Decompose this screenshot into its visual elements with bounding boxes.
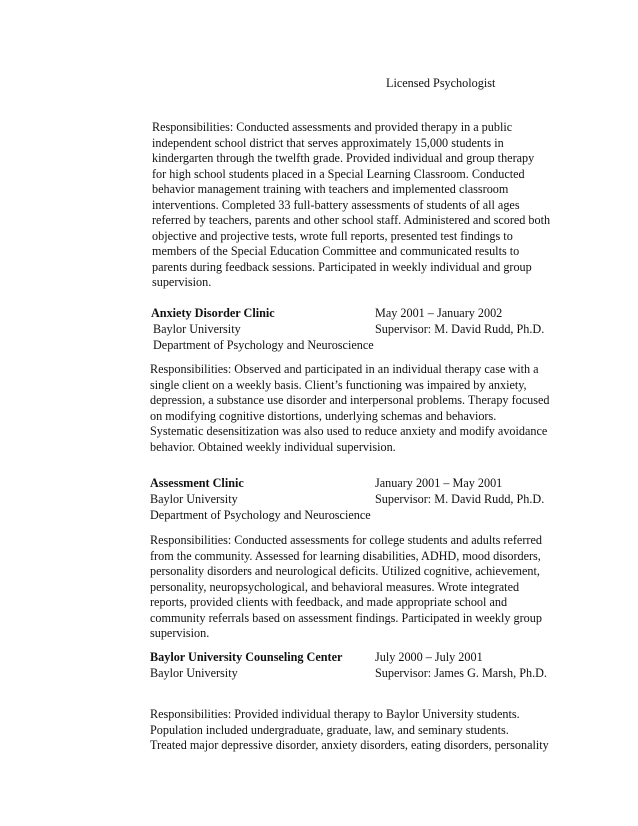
paragraph-line: Population included undergraduate, graduate, law, and seminary students.	[150, 722, 509, 737]
paragraph-line: personality, neuropsychological, and behavioral measures. Wrote integrated	[150, 579, 520, 594]
paragraph-line: Responsibilities: Provided individual therapy to Baylor University students.	[150, 707, 520, 721]
paragraph-line: supervision.	[150, 626, 210, 640]
paragraph-line: reports, provided clients with feedback, and made appropriate school and	[150, 595, 508, 609]
entry-supervisor: Supervisor: James G. Marsh, Ph.D.	[375, 666, 547, 680]
paragraph-line: community referrals based on assessment findings. Participated in weekly group	[150, 610, 542, 625]
entry-name: Baylor University Counseling Center	[150, 650, 343, 664]
paragraph-line: on modifying cognitive distortions, underlying schemas and behaviors.	[150, 408, 497, 423]
paragraph-line: interventions. Completed 33 full-battery assessments of students of all ages	[152, 197, 520, 212]
paragraph-line: Systematic desensitization was also used to reduce anxiety and modify avoidance	[150, 424, 548, 438]
paragraph-line: objective and projective tests, wrote full reports, presented test findings to	[152, 228, 513, 243]
entry-supervisor: Supervisor: M. David Rudd, Ph.D.	[375, 492, 545, 506]
entry-institution: Baylor University	[150, 492, 238, 506]
paragraph-line: referred by teachers, parents and other school staff. Administered and scored both	[152, 213, 551, 227]
paragraph-line: single client on a weekly basis. Client’s functioning was impaired by anxiety,	[150, 377, 527, 392]
entry-institution: Baylor University	[153, 322, 241, 336]
entry-responsibilities	[150, 707, 549, 754]
paragraph-line: from the community. Assessed for learning disabilities, ADHD, mood disorders,	[150, 548, 541, 563]
paragraph-line: behavior. Obtained weekly individual supervision.	[150, 439, 396, 454]
paragraph-line: kindergarten through the twelfth grade. Provided individual and group therapy	[152, 151, 535, 165]
school-responsibilities	[152, 120, 550, 291]
entry-supervisor: Supervisor: M. David Rudd, Ph.D.	[375, 322, 545, 336]
entry-responsibilities	[150, 362, 549, 455]
paragraph-line: Responsibilities: Observed and participated in an individual therapy case with a	[150, 362, 539, 376]
entry-name: Anxiety Disorder Clinic	[151, 306, 275, 320]
entry-institution: Baylor University	[150, 666, 238, 680]
paragraph-line: members of the Special Education Committee and communicated results to	[152, 244, 520, 258]
paragraph-line: personality disorders and neurological deficits. Utilized cognitive, achievement,	[150, 564, 540, 578]
paragraph-line: Responsibilities: Conducted assessments and provided therapy in a public	[152, 120, 513, 134]
entry-name: Assessment Clinic	[150, 476, 244, 490]
paragraph-line: parents during feedback sessions. Participated in weekly individual and group	[152, 259, 532, 274]
entry-dates: July 2000 – July 2001	[375, 650, 483, 664]
paragraph-line: depression, a substance use disorder and interpersonal problems. Therapy focused	[150, 393, 550, 407]
entry-dates: May 2001 – January 2002	[375, 306, 503, 320]
entry-department: Department of Psychology and Neuroscience	[150, 508, 371, 522]
paragraph-line: Treated major depressive disorder, anxiety disorders, eating disorders, personality	[150, 738, 549, 752]
paragraph-line: supervision.	[152, 275, 212, 289]
position-title: Licensed Psychologist	[386, 76, 496, 90]
paragraph-line: independent school district that serves approximately 15,000 students in	[152, 135, 504, 150]
paragraph-line: behavior management training with teachers and implemented classroom	[152, 182, 509, 196]
entry-dates: January 2001 – May 2001	[375, 476, 503, 490]
paragraph-line: for high school students placed in a Special Learning Classroom. Conducted	[152, 166, 525, 181]
paragraph-line: Responsibilities: Conducted assessments for college students and adults referred	[150, 533, 542, 547]
entry-responsibilities	[150, 533, 542, 642]
entry-department: Department of Psychology and Neuroscience	[153, 338, 374, 352]
